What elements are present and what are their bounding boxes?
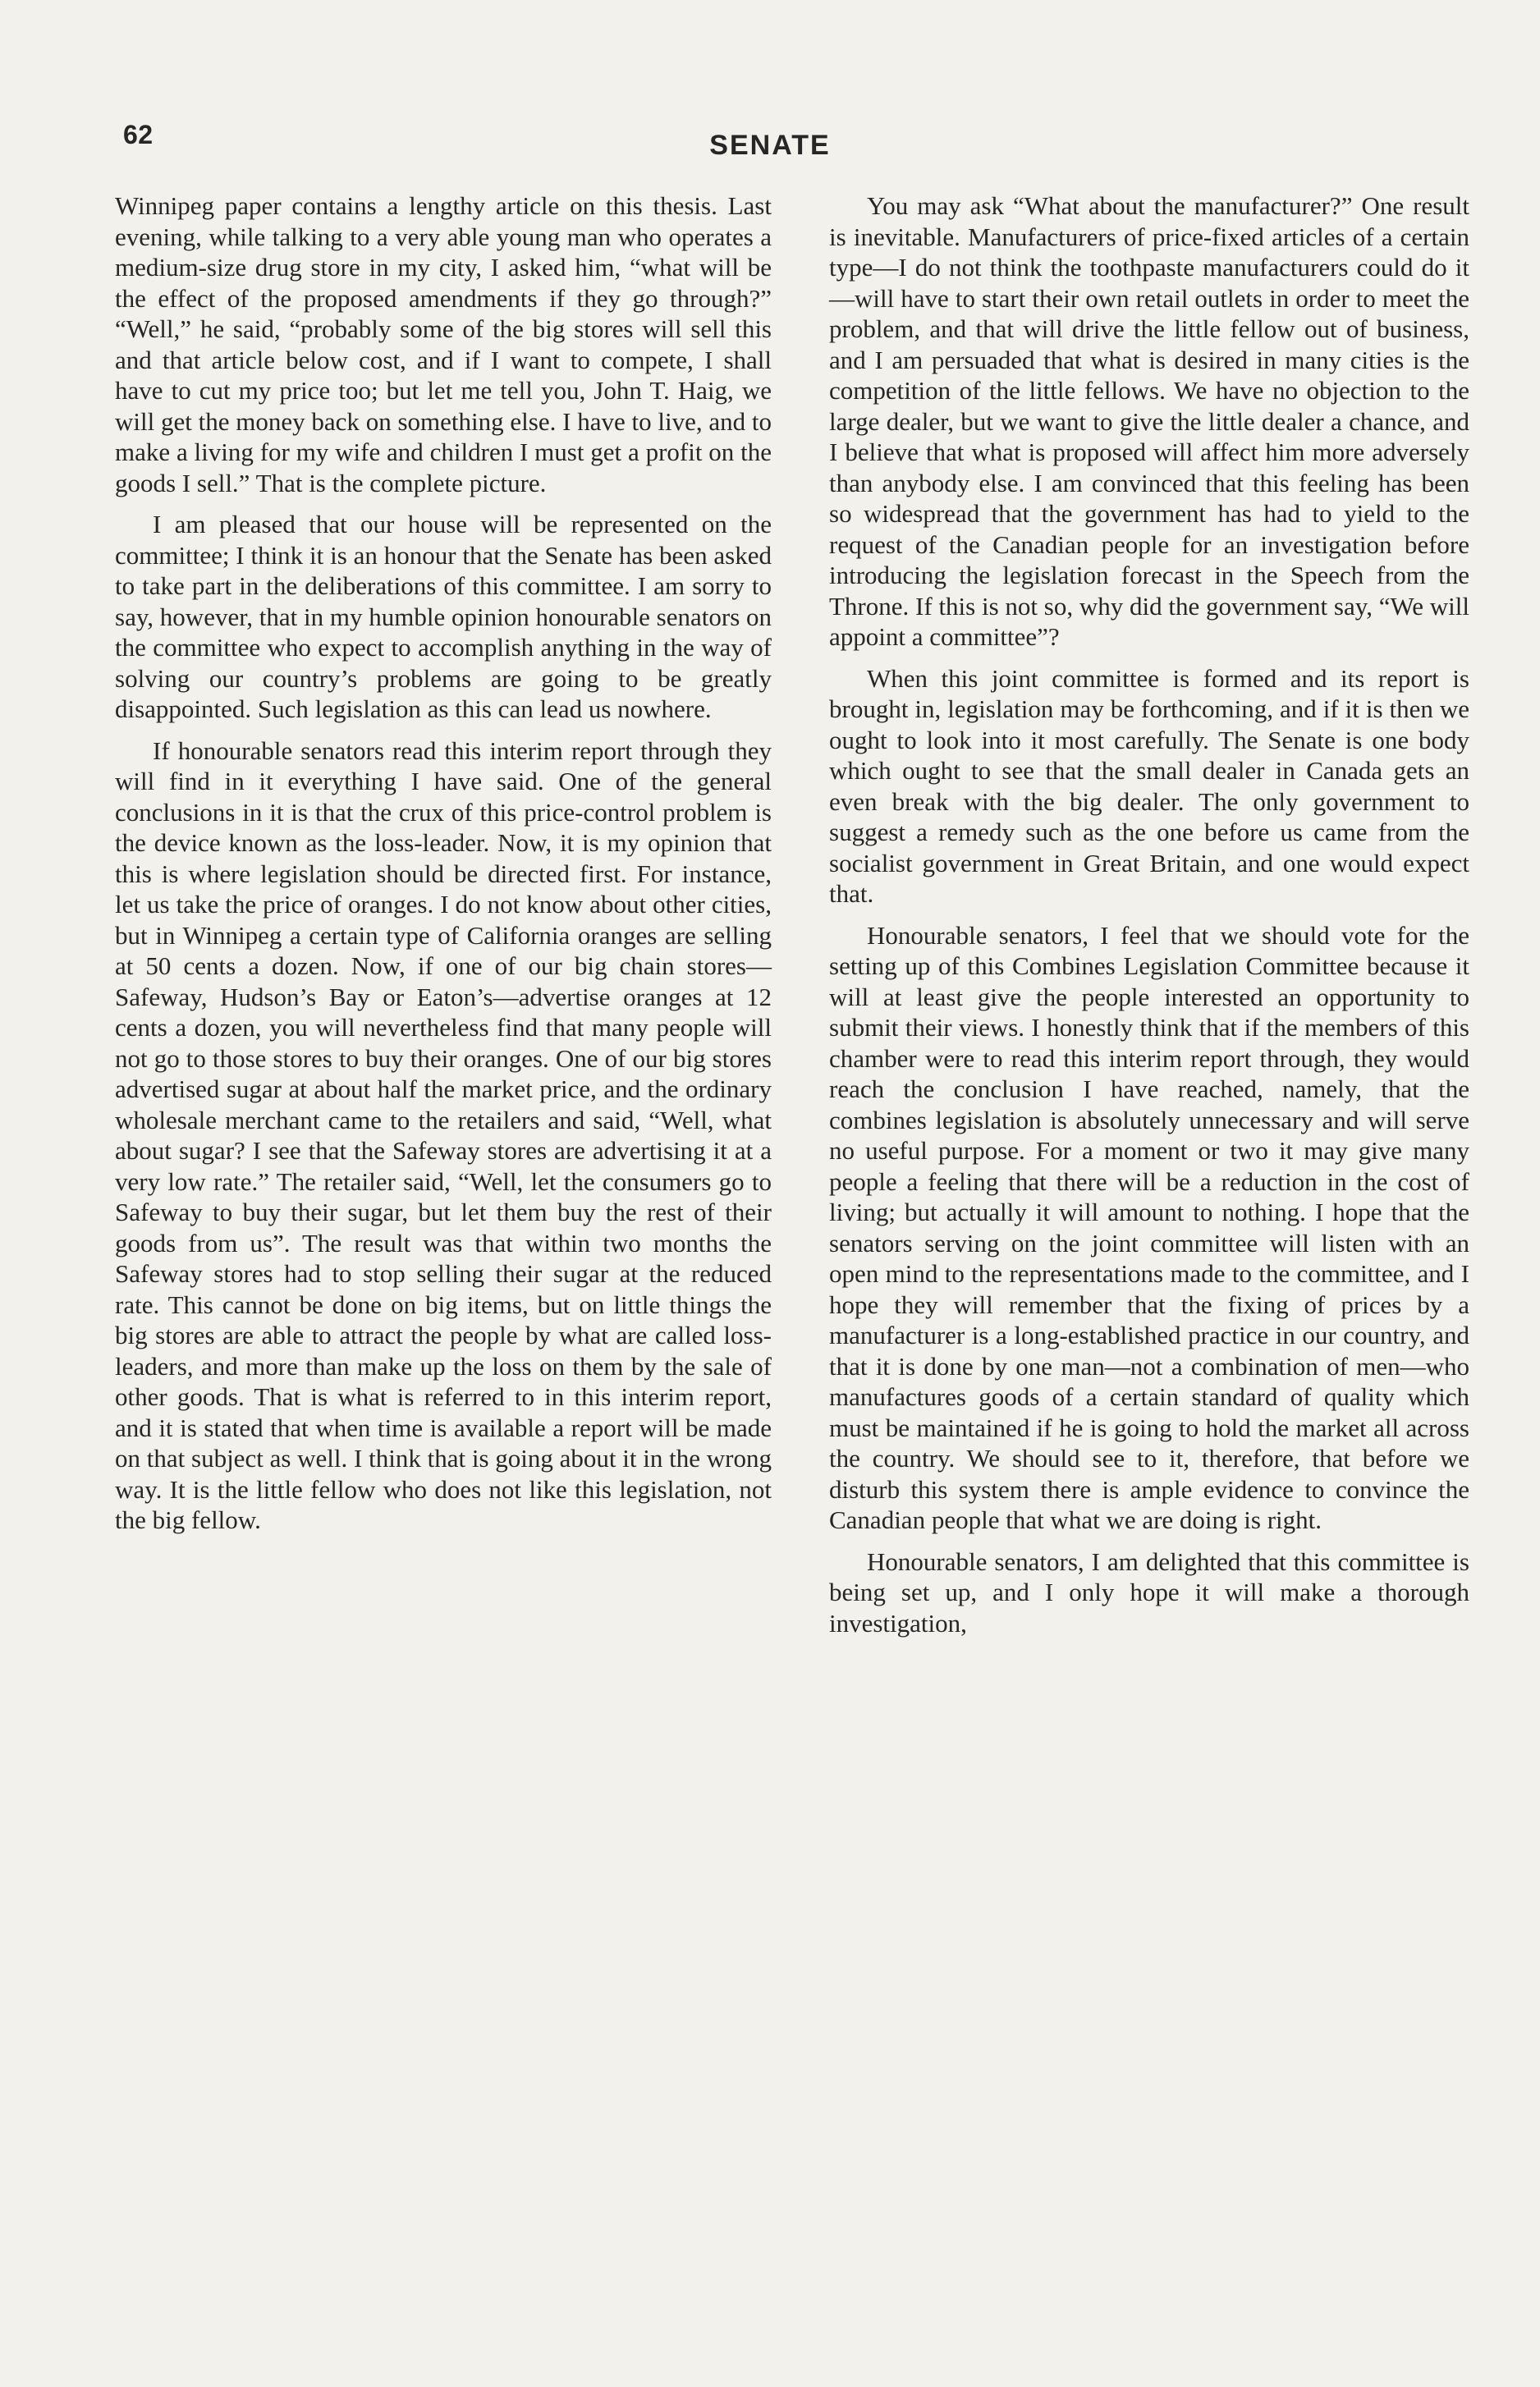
paragraph: You may ask “What about the manufacturer?” One result is inevitable. Manufacturers of price-fixed articles of a certain type—I do not think the toothpaste manufacturers could do it—will have to start their own retail outlets in order to meet the problem, and that will drive the little fellow out of business, and I am persuaded that what is desired in many cities is the competition of the little fellows. We have no objection to the large dealer, but we want to give the little dealer a chance, and I believe that what is proposed will affect him more adversely than anybody else. I am convinced that this feeling has been so widespread that the government has had to yield to the request of the Canadian people for an investigation before introducing the legislation forecast in the Speech from the Throne. If this is not so, why did the government say, “We will appoint a committee”?: [829, 191, 1469, 651]
left-column: [115, 190, 772, 1546]
paragraph: Winnipeg paper contains a lengthy article on this thesis. Last evening, while talking to a very able young man who operates a medium-size drug store in my city, I asked him, “what will be the effect of the proposed amendments if they go through?” “Well,” he said, “probably some of the big stores will sell this and that article below cost, and if I want to compete, I shall have to cut my price too; but let me tell you, John T. Haig, we will get the money back on something else. I have to live, and to make a living for my wife and children I must get a profit on the goods I sell.” That is the complete picture.: [115, 191, 772, 497]
paragraph: If honourable senators read this interim report through they will find in it everything I have said. One of the general conclusions in it is that the crux of this price-control problem is the device known as the loss-leader. Now, it is my opinion that this is where legislation should be directed first. For instance, let us take the price of oranges. I do not know about other cities, but in Winnipeg a certain type of California oranges are selling at 50 cents a dozen. Now, if one of our big chain stores—Safeway, Hudson’s Bay or Eaton’s—advertise oranges at 12 cents a dozen, you will nevertheless find that many people will not go to those stores to buy their oranges. One of our big stores advertised sugar at about half the market price, and the ordinary wholesale merchant came to the retailers and said, “Well, what about sugar? I see that the Safeway stores are advertising it at a very low rate.” The retailer said, “Well, let the consumers go to Safeway to buy their sugar, but let them buy the rest of their goods from us”. The result was that within two months the Safeway stores had to stop selling their sugar at the reduced rate. This cannot be done on big items, but on little things the big stores are able to attract the people by what are called loss-leaders, and more than make up the loss on them by the sale of other goods. That is what is referred to in this interim report, and it is stated that when time is available a report will be made on that subject as well. I think that is going about it in the wrong way. It is the little fellow who does not like this legislation, not the big fellow.: [115, 735, 772, 1534]
paragraph: Honourable senators, I feel that we should vote for the setting up of this Combines Legislation Committee because it will at least give the people interested an opportunity to submit their views. I honestly think that if the members of this chamber were to read this interim report through, they would reach the conclusion I have reached, namely, that the combines legislation is absolutely unnecessary and will serve no useful purpose. For a moment or two it may give many people a feeling that there will be a reduction in the cost of living; but actually it will amount to nothing. I hope that the senators serving on the joint committee will listen with an open mind to the representations made to the committee, and I hope they will remember that the fixing of prices by a manufacturer is a long-established practice in our country, and that it is done by one man—not a combination of men—who manufactures goods of a certain standard of quality which must be maintained if he is going to hold the market all across the country. We should see to it, therefore, that before we disturb this system there is ample evidence to convince the Canadian people that what we are doing is right.: [829, 920, 1469, 1534]
paragraph: Honourable senators, I am delighted that this committee is being set up, and I only hope it will make a thorough investigation,: [829, 1546, 1469, 1638]
paragraph: I am pleased that our house will be represented on the committee; I think it is an honour that the Senate has been asked to take part in the deliberations of this committee. I am sorry to say, however, that in my humble opinion honourable senators on the committee who expect to accomplish anything in the way of solving our country’s problems are going to be greatly disappointed. Such legislation as this can lead us nowhere.: [115, 510, 772, 723]
paragraph: When this joint committee is formed and its report is brought in, legislation may be forthcoming, and if it is then we ought to look into it most carefully. The Senate is one body which ought to see that the small dealer in Canada gets an even break with the big dealer. The only government to suggest a remedy such as the one before us came from the socialist government in Great Britain, and one would expect that.: [829, 663, 1469, 908]
running-head-title: SENATE: [709, 130, 831, 161]
page-number: 62: [123, 120, 154, 149]
right-column: [829, 190, 1469, 1649]
